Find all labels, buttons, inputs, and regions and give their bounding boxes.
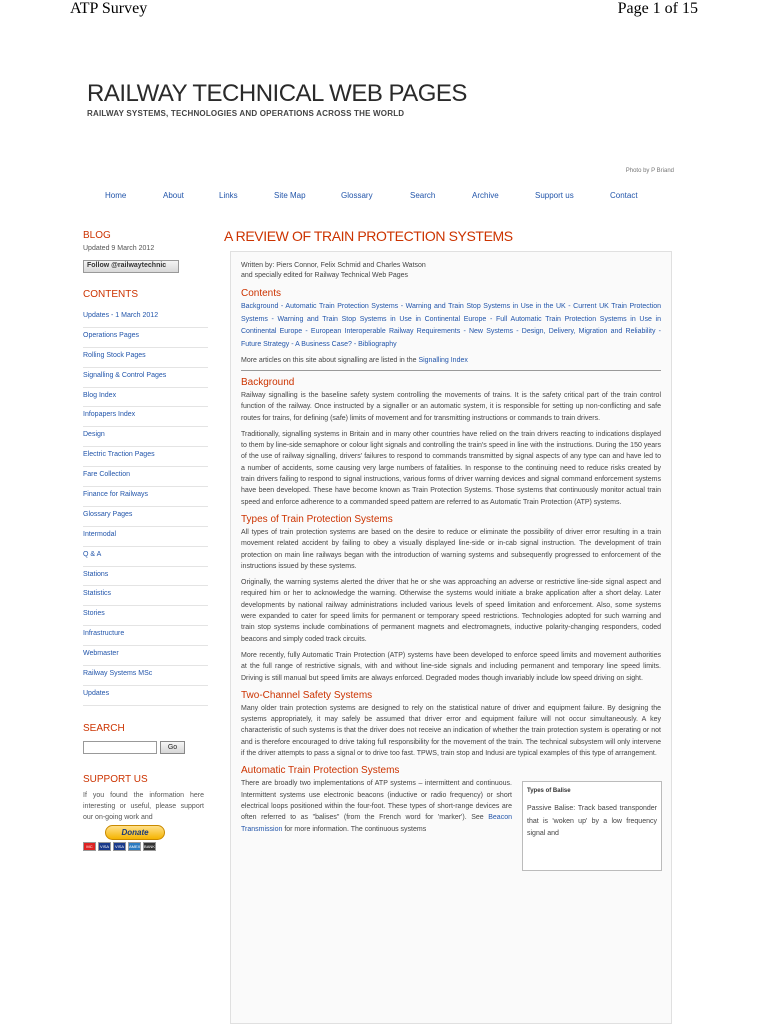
- sidebar-item-infrastructure[interactable]: Infrastructure: [83, 626, 208, 646]
- search-input[interactable]: [83, 741, 157, 754]
- sidebar-item-stories[interactable]: Stories: [83, 606, 208, 626]
- atp-text-a: There are broadly two implementations of ATP systems – intermittent and continuous. Intermittent systems use electronic beacons (inductive or radio frequency) or short electrical loops positioned within the four-foot. These types of short-range devices are often referred to as "balises" (from the French word for 'marker'). See: [241, 780, 512, 822]
- nav-contact[interactable]: Contact: [610, 191, 638, 200]
- atp-section: [241, 778, 661, 837]
- beacon-transmission-link[interactable]: Beacon Transmission: [241, 814, 512, 833]
- sidebar-item-intermodal[interactable]: Intermodal: [83, 527, 208, 547]
- document-title: ATP Survey: [70, 0, 148, 17]
- payment-cards: [83, 842, 208, 851]
- sidebar-item-operations[interactable]: Operations Pages: [83, 328, 208, 348]
- types-paragraph-2: Originally, the warning systems alerted the driver that he or she was approaching an adverse or restrictive line-side signal aspect and required him or her to acknowledge the warning. Otherwise the systems would initiate a brake application after a short delay. Later developments by national railway administrations included various levels of speed limitation and enforcement. Also, some systems were expanded to cater for speed limits for permanent or temporary speed restrictions. Technologies adopted for such warning and train stop systems include combinations of permanent magnets and electromagnets, inductive polarity-changing responders, coded beacons and simply coded track circuits.: [241, 579, 661, 643]
- sidebar-item-qa[interactable]: Q & A: [83, 547, 208, 567]
- sidebar-item-updates[interactable]: Updates: [83, 686, 208, 706]
- sidebar-item-electric-traction[interactable]: Electric Traction Pages: [83, 447, 208, 467]
- sidebar-item-infopapers[interactable]: Infopapers Index: [83, 407, 208, 427]
- search-form: [83, 741, 208, 754]
- byline-authors: Written by: Piers Connor, Felix Schmid and Charles Watson: [241, 262, 426, 269]
- contents-list: [83, 308, 208, 706]
- photo-credit: Photo by P Briand: [625, 168, 674, 174]
- main-nav: [83, 191, 683, 203]
- visa-electron-icon: VISA: [114, 843, 125, 849]
- donate-button[interactable]: Donate: [105, 825, 165, 840]
- atp-paragraph: [241, 778, 512, 834]
- sidebar-item-glossary[interactable]: Glossary Pages: [83, 507, 208, 527]
- byline-edited: and specially edited for Railway Technical Web Pages: [241, 272, 409, 279]
- support-text: If you found the information here interesting or useful, please support our on-going work and: [83, 791, 204, 821]
- balise-text: Passive Balise: Track based transponder that is 'woken up' by a low frequency signal and: [527, 805, 657, 837]
- balise-heading: Types of Balise: [527, 788, 571, 795]
- sidebar-item-stations[interactable]: Stations: [83, 567, 208, 587]
- sidebar-item-design[interactable]: Design: [83, 427, 208, 447]
- two-channel-heading: Two-Channel Safety Systems: [241, 689, 373, 701]
- table-of-contents[interactable]: Background - Automatic Train Protection Systems - Warning and Train Stop Systems in Use in the UK - Current UK Train Protection Systems - Warning and Train Stop Systems in Use in Continental Europe - Full Automatic Train Protection Systems in Use in Continental Europe - European Interoperable Railway Requirements - New Systems - Design, Delivery, Migration and Reliability - Future Strategy - A Business Case? - Bibliography: [241, 303, 661, 348]
- nav-home[interactable]: Home: [105, 191, 127, 200]
- types-heading: Types of Train Protection Systems: [241, 513, 393, 525]
- sidebar-item-fare-collection[interactable]: Fare Collection: [83, 467, 208, 487]
- sidebar-item-statistics[interactable]: Statistics: [83, 586, 208, 606]
- search-heading: SEARCH: [83, 722, 125, 734]
- contents-section-heading: Contents: [241, 288, 282, 299]
- visa-icon: VISA: [99, 843, 110, 849]
- sidebar-item-updates-march[interactable]: Updates - 1 March 2012: [83, 308, 208, 328]
- print-header: [0, 0, 768, 20]
- nav-search[interactable]: Search: [410, 191, 436, 200]
- contents-heading: CONTENTS: [83, 289, 138, 300]
- nav-links[interactable]: Links: [219, 191, 238, 200]
- article-body: [230, 251, 672, 1024]
- site-title[interactable]: RAILWAY TECHNICAL WEB PAGES: [87, 80, 467, 107]
- page-number: Page 1 of 15: [617, 0, 698, 17]
- types-paragraph-3: More recently, fully Automatic Train Protection (ATP) systems have been developed to enforce speed limits and movement authorities at the full range of restrictive signals, with and without line-side signals and including permanent and temporary line speed limits. Driving is still manual but speed limits are always enforced. Degraded modes though invariably include low speed driving on sight.: [241, 651, 661, 682]
- atp-text-b: for more information. The continuous systems: [282, 825, 427, 833]
- signalling-index-link[interactable]: Signalling Index: [418, 357, 468, 364]
- page-title: A REVIEW OF TRAIN PROTECTION SYSTEMS: [224, 228, 513, 244]
- follow-twitter-button[interactable]: Follow @railwaytechnic: [83, 260, 179, 273]
- background-paragraph-2: Traditionally, signalling systems in Britain and in many other countries have relied on the train drivers reacting to indications displayed to them by line-side semaphore or colour light signals and controlling the train's speed in line with the instructions. During the 150 years of the use of railway signalling, drivers' failures to respond to commands transmitted by signal aspects of any type can and have led to a number of accidents, some causing very large numbers of fatalities. In response to the continuing need to reduce risks created by train drivers failing to respond to signal instructions, various forms of driver warning devices and signal command enforcement systems have been developed. These have become known as Train Protection Systems. Those systems that continuously monitor actual train speed and enforce adherence to a commanded speed pattern are referred to as Automatic Train Protection (ATP) systems.: [241, 430, 661, 506]
- background-heading: Background: [241, 377, 295, 388]
- mastercard-icon: MC: [83, 842, 96, 851]
- balise-sidebox: [522, 781, 662, 871]
- sidebar-item-rolling-stock[interactable]: Rolling Stock Pages: [83, 348, 208, 368]
- nav-glossary[interactable]: Glossary: [341, 191, 373, 200]
- bank-icon: BANK: [144, 843, 155, 849]
- sidebar-item-webmaster[interactable]: Webmaster: [83, 646, 208, 666]
- background-paragraph-1: Railway signalling is the baseline safety system controlling the movements of trains. It is the safety critical part of the train control function of the railway. Once instructed by a signaller or an automatic system, it is responsible for setting up non-conflicting and safe routes for trains, for defining (safe) limits of movement and for transmitting instructions or commands to train drivers.: [241, 392, 661, 422]
- divider: [241, 370, 661, 371]
- atp-heading: Automatic Train Protection Systems: [241, 765, 400, 777]
- site-subtitle: RAILWAY SYSTEMS, TECHNOLOGIES AND OPERATIONS ACROSS THE WORLD: [87, 109, 405, 118]
- types-paragraph-1: All types of train protection systems are based on the desire to reduce or eliminate the possibility of driver error resulting in a train movement related accident by failing to obey a visually displayed line-side or in-cab signal instruction. The development of train protection on main line railways began with the introduction of warning systems and subsequently progressed to enforcement of the instructions issued by these systems.: [241, 528, 661, 570]
- sidebar-item-finance[interactable]: Finance for Railways: [83, 487, 208, 507]
- nav-site-map[interactable]: Site Map: [274, 191, 306, 200]
- blog-heading: BLOG: [83, 230, 111, 241]
- go-button[interactable]: Go: [160, 741, 185, 754]
- nav-support-us[interactable]: Support us: [535, 191, 574, 200]
- sidebar-item-blog-index[interactable]: Blog Index: [83, 388, 208, 408]
- sidebar-item-msc[interactable]: Railway Systems MSc: [83, 666, 208, 686]
- sidebar: [83, 230, 208, 851]
- more-articles-text: More articles on this site about signalling are listed in the: [241, 357, 419, 364]
- two-channel-paragraph: Many older train protection systems are designed to rely on the statistical nature of driver and equipment failure. By designing the systems appropriately, it may safely be assumed that driver error and equipment failure will not occur simultaneously. A key characteristic of such systems is that the driver does not receive an indication of whether the train protection system is operating or not and is therefore encouraged to drive taking full responsibility for the movement of the train. The technical subsystem will only intervene if the driver attempts to pass a signal or to drive too fast. TPWS, train stop and Indusi are typical examples of this type of arrangement.: [241, 704, 661, 758]
- amex-icon: AMEX: [129, 843, 141, 849]
- nav-archive[interactable]: Archive: [472, 191, 499, 200]
- support-heading: SUPPORT US: [83, 773, 148, 785]
- nav-about[interactable]: About: [163, 191, 184, 200]
- updated-date: Updated 9 March 2012: [83, 245, 155, 252]
- sidebar-item-signalling[interactable]: Signalling & Control Pages: [83, 368, 208, 388]
- more-articles-note: [241, 357, 661, 364]
